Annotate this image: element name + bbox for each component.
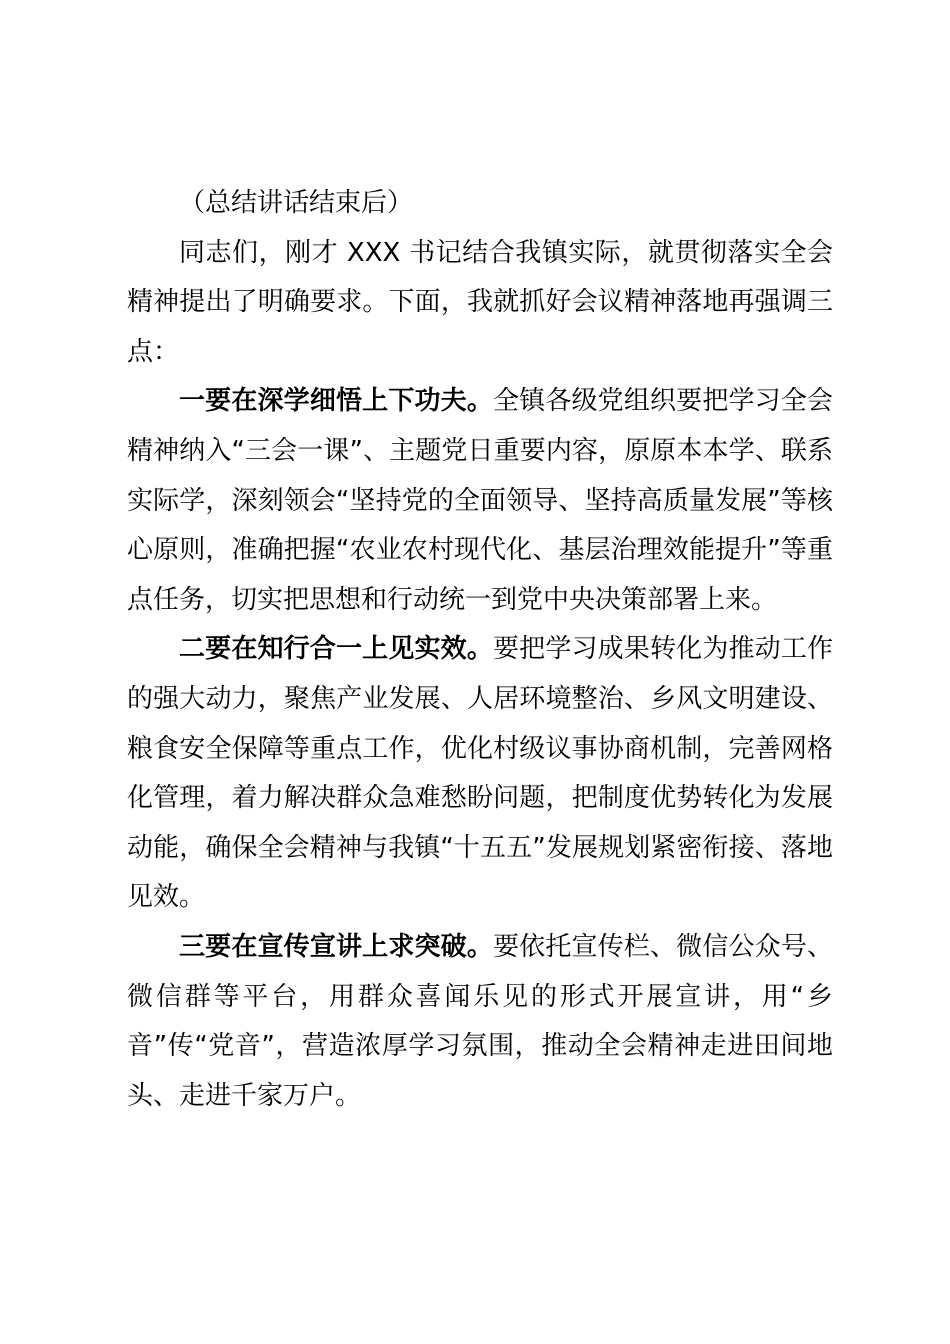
point-heading-3: 三要在宣传宣讲上求突破。 (179, 931, 493, 962)
document-page (127, 179, 833, 1121)
intro-paragraph: 同志们，刚才 XXX 书记结合我镇实际，就贯彻落实全会精神提出了明确要求。下面，我就抓好会议精神落地再强调三点： (127, 237, 833, 367)
point-body-1: 全镇各级党组织要把学习全会精神纳入“三会一课”、主题党日重要内容，原原本本学、联系实际学，深刻领会“坚持党的全面领导、坚持高质量发展”等核心原则，准确把握“农业农村现代化、基层治理效能提升”等重点任务，切实把思想和行动统一到党中央决策部署上来。 (127, 386, 833, 615)
point-heading-2: 二要在知行合一上见实效。 (179, 634, 493, 665)
point-heading-1: 一要在深学细悟上下功夫。 (179, 386, 493, 417)
point-paragraph-2 (127, 625, 833, 923)
point-paragraph-3 (127, 923, 833, 1121)
stage-note: （总结讲话结束后） (179, 188, 414, 218)
point-paragraph-1 (127, 377, 833, 625)
point-body-3: 要依托宣传栏、微信公众号、微信群等平台，用群众喜闻乐见的形式开展宣讲，用“乡音”传“党音”，营造浓厚学习氛围，推动全会精神走进田间地头、走进千家万户。 (127, 931, 833, 1111)
point-body-2: 要把学习成果转化为推动工作的强大动力，聚焦产业发展、人居环境整治、乡风文明建设、粮食安全保障等重点工作，优化村级议事协商机制，完善网格化管理，着力解决群众急难愁盼问题，把制度优势转化为发展动能，确保全会精神与我镇“十五五”发展规划紧密衔接、落地见效。 (127, 634, 833, 913)
